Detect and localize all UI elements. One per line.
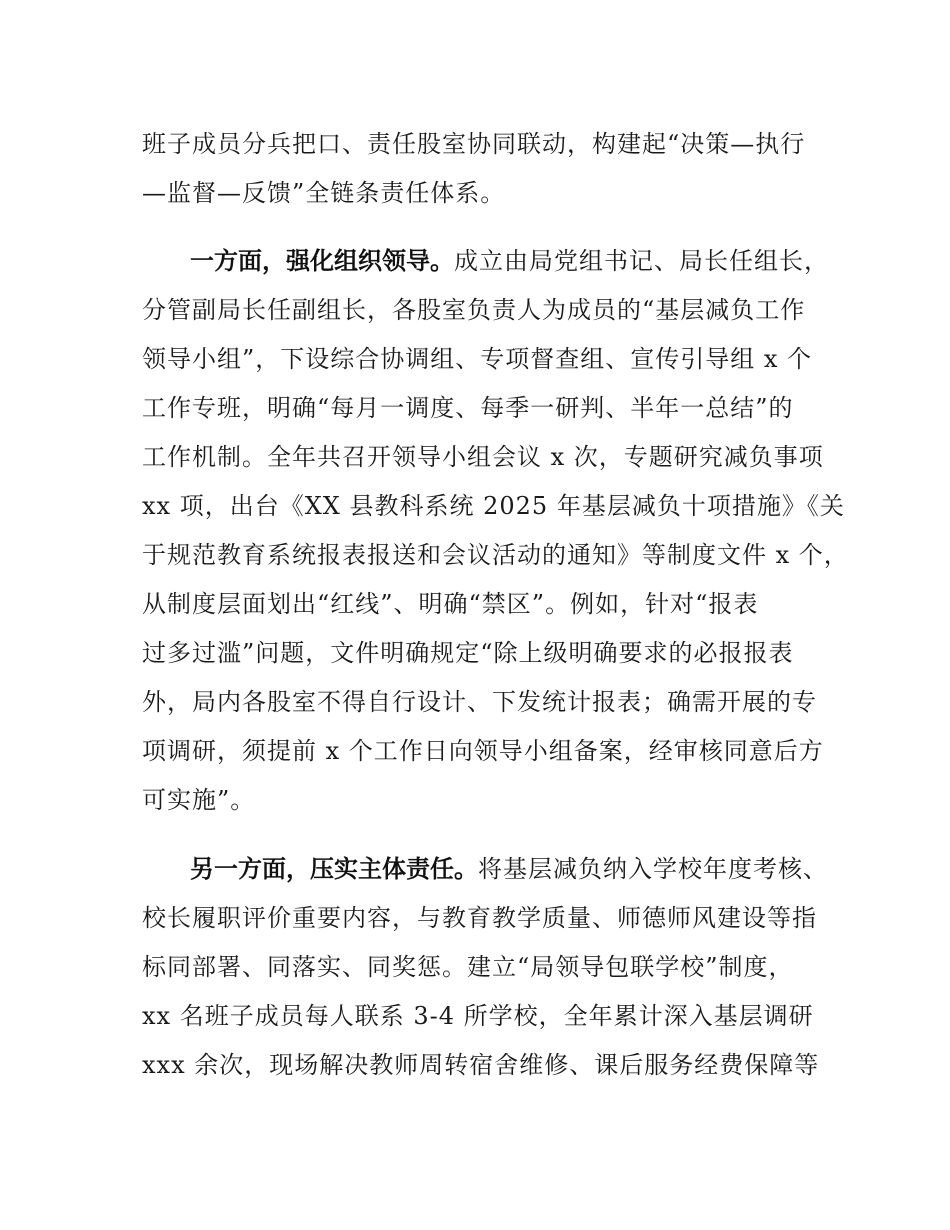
text-line: 校长履职评价重要内容，与教育教学质量、师德师风建设等指 [142, 904, 817, 932]
text-line: 从制度层面划出“红线”、明确“禁区”。例如，针对“报表 [142, 590, 759, 618]
text-line: 可实施”。 [142, 786, 256, 814]
text-line: 于规范教育系统报表报送和会议活动的通知》等制度文件 x 个， [142, 541, 849, 569]
section-heading: 另一方面，压实主体责任。 [190, 855, 478, 883]
paragraph-first-line [190, 245, 870, 277]
text-line: 将基层减负纳入学校年度考核、 [478, 855, 828, 883]
text-line: 工作专班，明确“每月一调度、每季一研判、半年一总结”的 [142, 394, 794, 422]
text-line: 工作机制。全年共召开领导小组会议 x 次，专题研究减负事项 [142, 443, 824, 471]
text-line: 标同部署、同落实、同奖惩。建立“局领导包联学校”制度， [142, 953, 794, 981]
text-line: —监督—反馈”全链条责任体系。 [142, 179, 506, 207]
text-line: xx 项，出台《XX 县教科系统 2025 年基层减负十项措施》《关 [142, 492, 845, 520]
text-line: 领导小组”，下设综合协调组、专项督查组、宣传引导组 x 个 [142, 345, 813, 373]
paragraph-first-line [190, 853, 870, 885]
text-line: 班子成员分兵把口、责任股室协同联动，构建起“决策—执行 [142, 130, 806, 158]
text-line: xx 名班子成员每人联系 3-4 所学校，全年累计深入基层调研 [142, 1002, 814, 1030]
text-line: 项调研，须提前 x 个工作日向领导小组备案，经审核同意后方 [142, 737, 824, 765]
text-line: 外，局内各股室不得自行设计、下发统计报表；确需开展的专 [142, 688, 817, 716]
text-line: 过多过滥”问题，文件明确规定“除上级明确要求的必报报表 [142, 639, 794, 667]
text-line: 成立由局党组书记、局长任组长， [454, 247, 829, 275]
section-heading: 一方面，强化组织领导。 [190, 247, 454, 275]
text-line: xxx 余次，现场解决教师周转宿舍维修、课后服务经费保障等 [142, 1051, 820, 1079]
text-line: 分管副局长任副组长，各股室负责人为成员的“基层减负工作 [142, 296, 806, 324]
